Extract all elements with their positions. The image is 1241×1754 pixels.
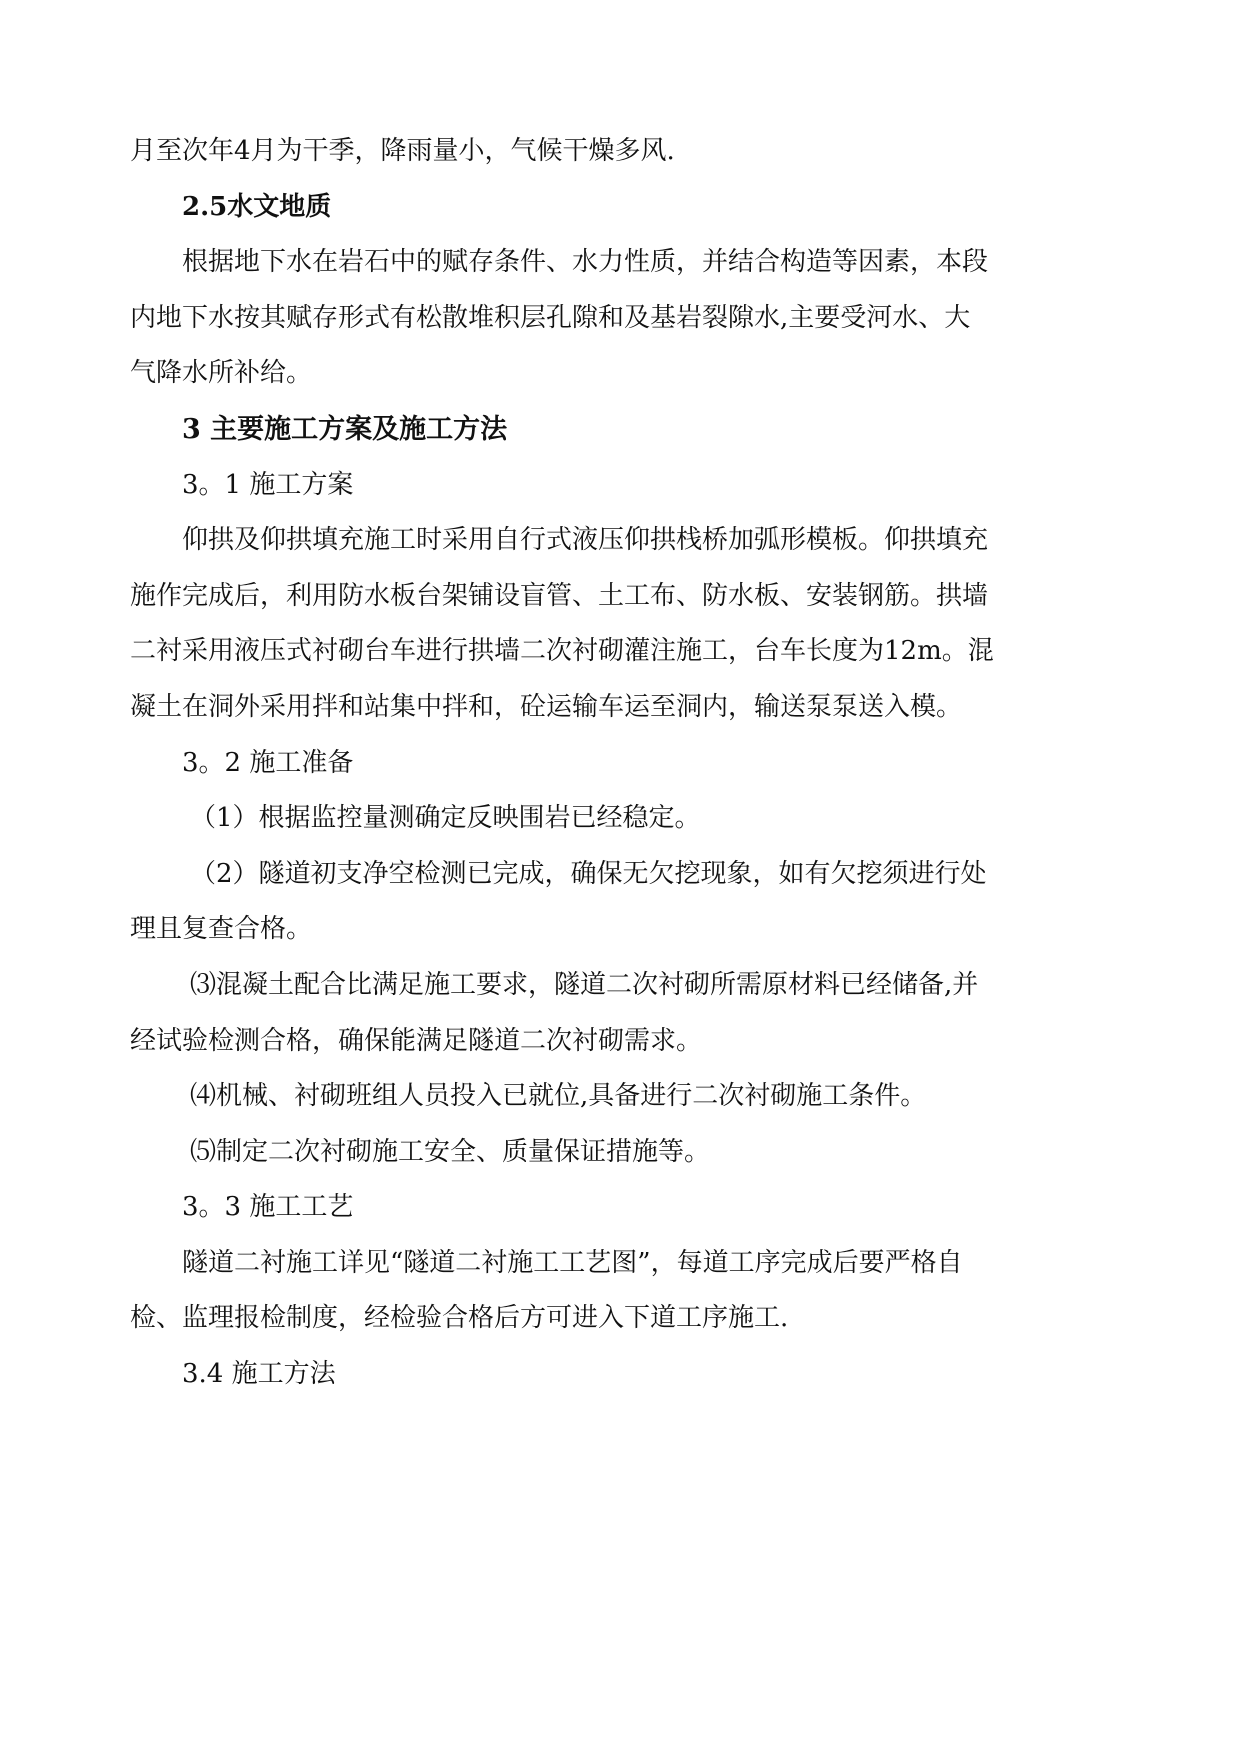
prep-item-3-cont: 经试验检测合格，确保能满足隧道二次衬砌需求。 <box>130 1025 703 1056</box>
paragraph-3-3-line: 检、监理报检制度，经检验合格后方可进入下道工序施工. <box>130 1303 789 1334</box>
heading-3-3: 3。3 施工工艺 <box>182 1192 354 1223</box>
heading-3-2: 3。2 施工准备 <box>182 747 354 778</box>
paragraph-3-1-line: 仰拱及仰拱填充施工时采用自行式液压仰拱栈桥加弧形模板。仰拱填充 <box>182 525 989 556</box>
paragraph-hydro-line: 根据地下水在岩石中的赋存条件、水力性质，并结合构造等因素，本段 <box>182 247 989 278</box>
prep-item-2-cont: 理且复查合格。 <box>130 914 313 945</box>
prep-item-1: （1）根据监控量测确定反映围岩已经稳定。 <box>190 803 701 834</box>
paragraph-3-1-line: 施作完成后，利用防水板台架铺设盲管、土工布、防水板、安装钢筋。拱墙 <box>130 580 989 611</box>
prep-item-4: ⑷机械、衬砌班组人员投入已就位,具备进行二次衬砌施工条件。 <box>190 1081 927 1112</box>
prep-item-2: （2）隧道初支净空检测已完成，确保无欠挖现象，如有欠挖须进行处 <box>190 858 987 889</box>
heading-3: 3 主要施工方案及施工方法 <box>182 413 508 445</box>
heading-3-4: 3.4 施工方法 <box>182 1359 336 1390</box>
paragraph-3-1-line: 凝土在洞外采用拌和站集中拌和，砼运输车运至洞内，输送泵泵送入模。 <box>130 691 963 722</box>
prep-item-5: ⑸制定二次衬砌施工安全、质量保证措施等。 <box>190 1136 711 1167</box>
paragraph-hydro-line: 内地下水按其赋存形式有松散堆积层孔隙和及基岩裂隙水,主要受河水、大 <box>130 302 971 333</box>
paragraph-3-1-line: 二衬采用液压式衬砌台车进行拱墙二次衬砌灌注施工，台车长度为12m。混 <box>130 636 994 667</box>
paragraph-hydro-line: 气降水所补给。 <box>130 358 313 389</box>
prep-item-3: ⑶混凝土配合比满足施工要求，隧道二次衬砌所需原材料已经储备,并 <box>190 969 979 1000</box>
paragraph-climate-line: 月至次年4月为干季，降雨量小，气候干燥多风. <box>130 136 675 166</box>
heading-2-5: 2.5水文地质 <box>182 191 332 222</box>
heading-3-1: 3。1 施工方案 <box>182 469 354 500</box>
document-page <box>130 124 994 1403</box>
paragraph-3-3-line: 隧道二衬施工详见“隧道二衬施工工艺图”，每道工序完成后要严格自 <box>182 1247 963 1278</box>
